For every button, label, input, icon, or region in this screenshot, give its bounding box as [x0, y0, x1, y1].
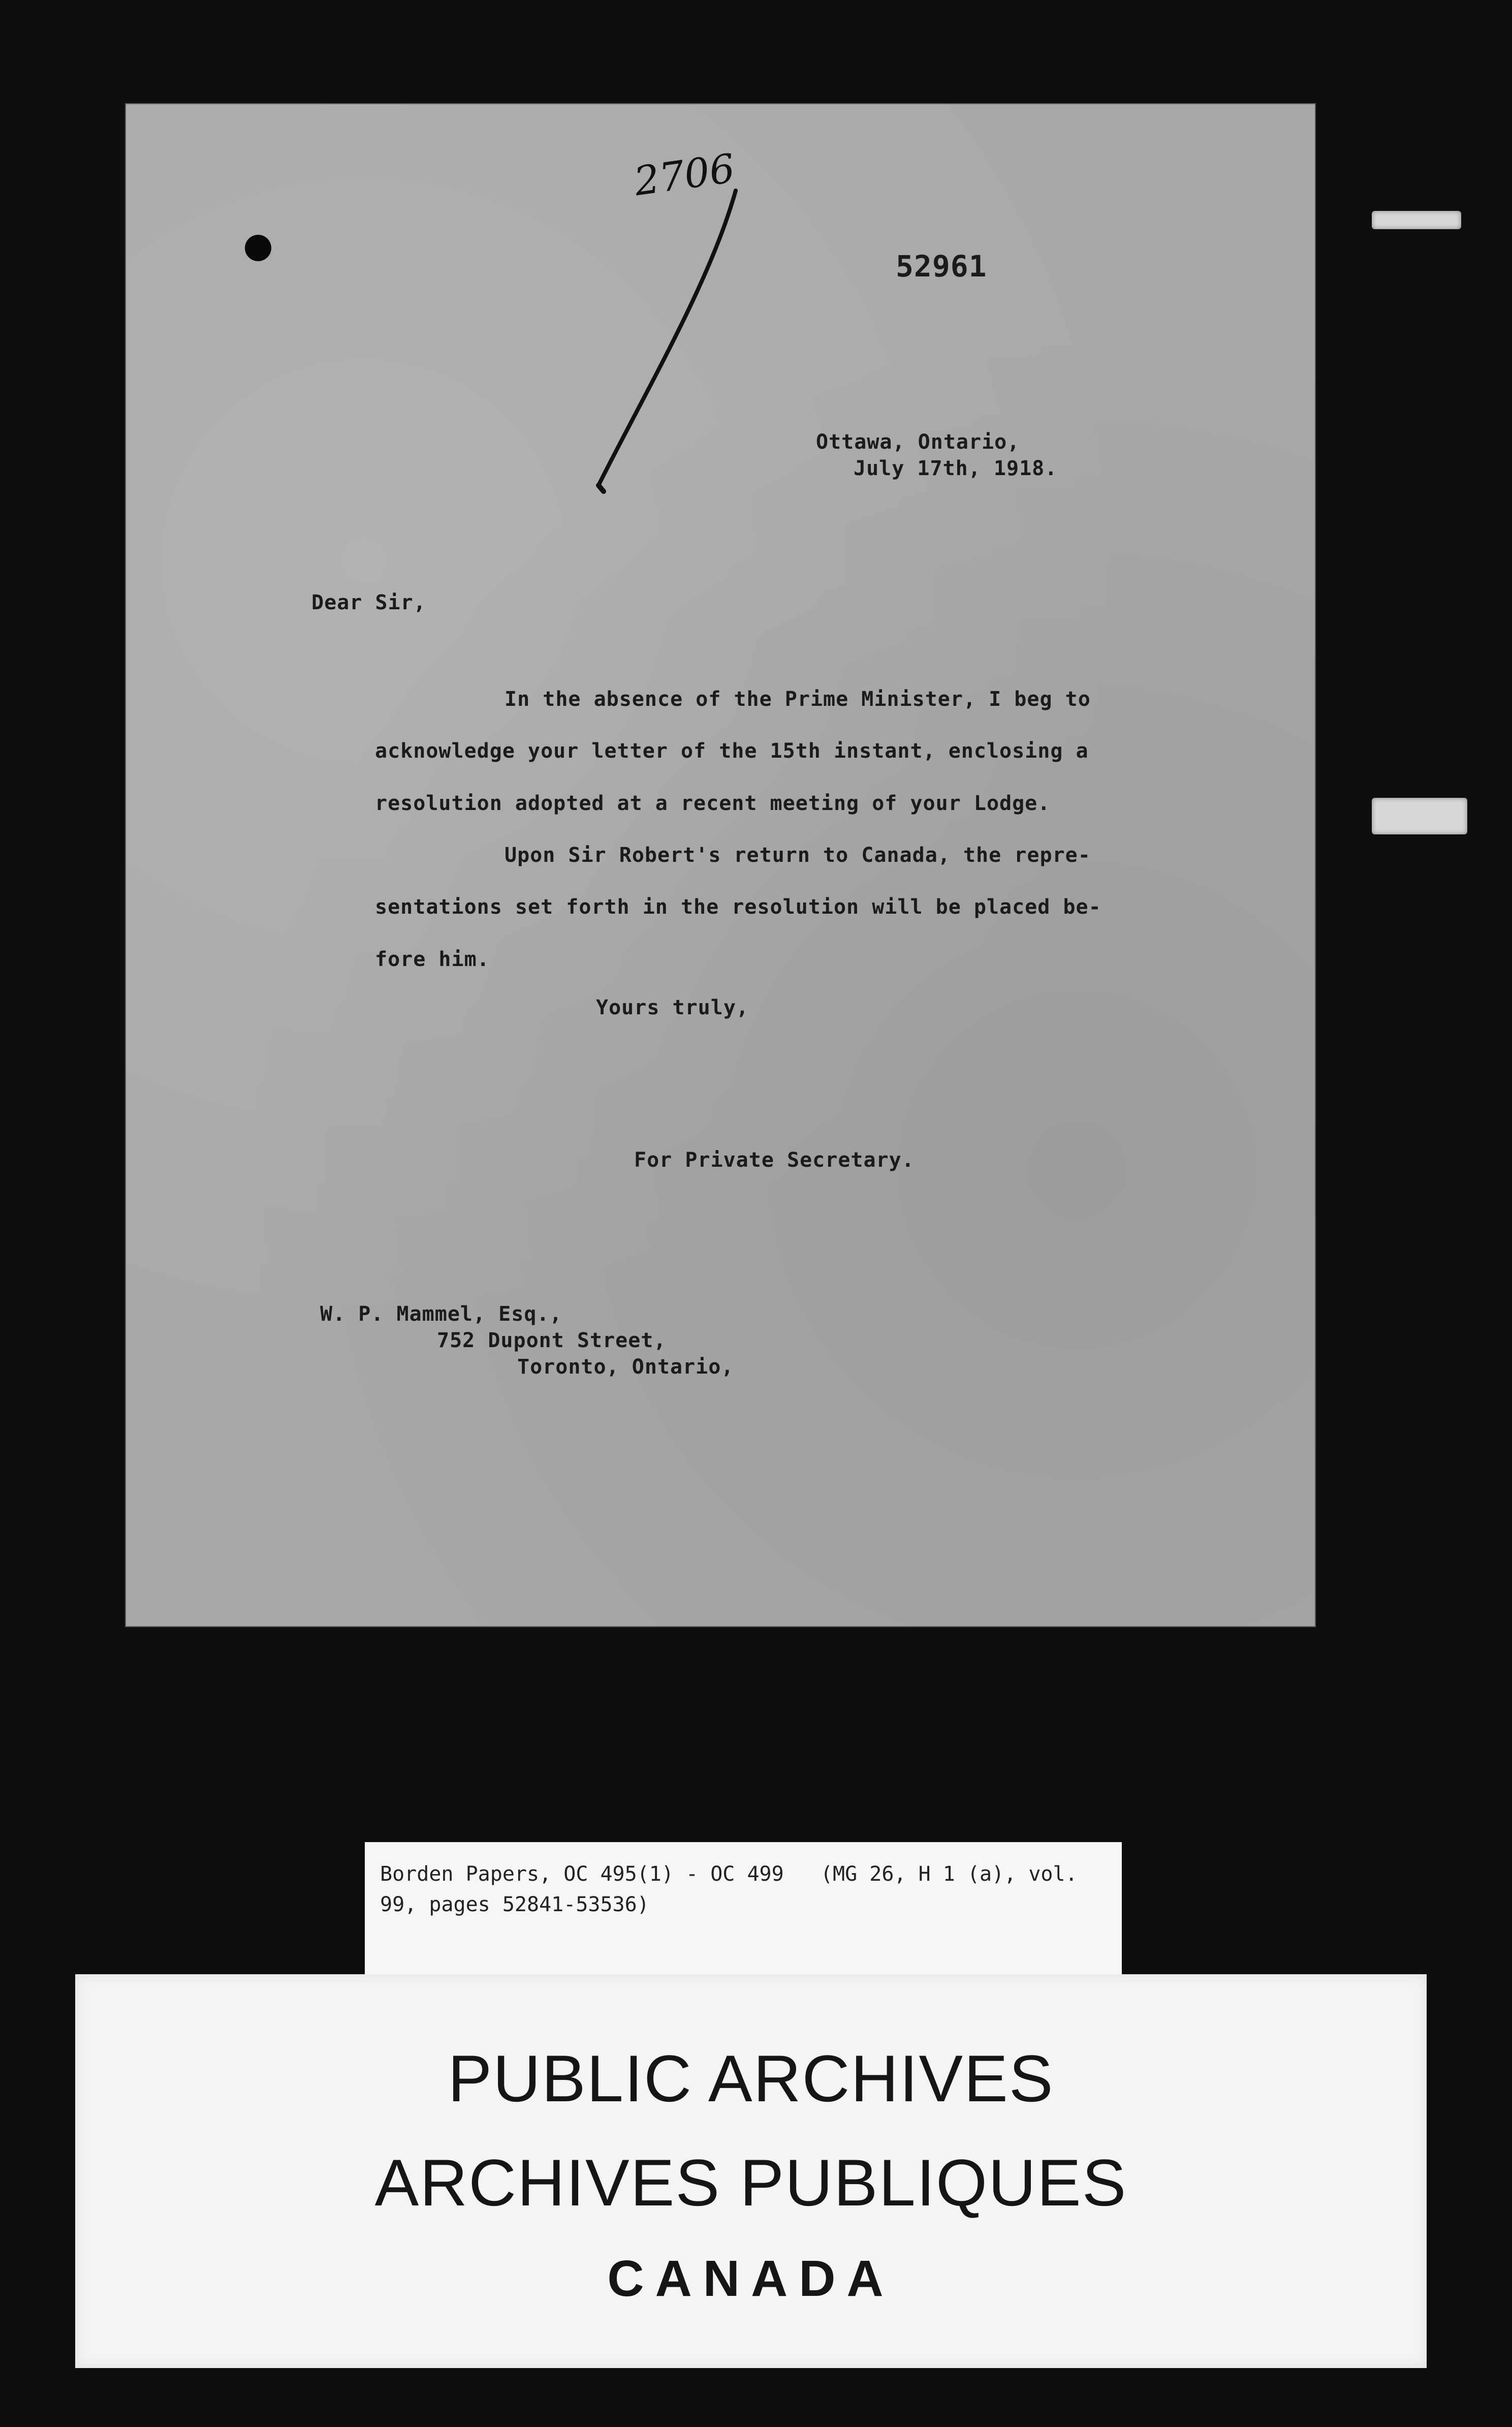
letter-sheet: [126, 104, 1315, 1626]
body-line-2: acknowledge your letter of the 15th instant, enclosing a: [375, 739, 1089, 763]
archive-banner-english: PUBLIC ARCHIVES: [448, 2041, 1054, 2115]
closing: Yours truly,: [596, 996, 749, 1019]
letter-date: July 17th, 1918.: [854, 457, 1058, 480]
body-line-5: sentations set forth in the resolution will be placed be-: [375, 895, 1101, 919]
letter-place: Ottawa, Ontario,: [816, 430, 1020, 454]
body-line-3: resolution adopted at a recent meeting of your Lodge.: [375, 792, 1051, 815]
handwritten-number: 2706: [631, 145, 738, 205]
archive-banner: [75, 1974, 1427, 2368]
collection-label-line-2: 99, pages 52841-53536): [380, 1893, 649, 1916]
collection-label: [365, 1842, 1122, 1974]
document-number: 52961: [896, 249, 987, 284]
recipient-street: 752 Dupont Street,: [437, 1329, 667, 1352]
body-line-4: Upon Sir Robert's return to Canada, the repre-: [505, 844, 1091, 867]
salutation: Dear Sir,: [311, 591, 426, 614]
archive-banner-country: CANADA: [607, 2250, 895, 2307]
recipient-name: W. P. Mammel, Esq.,: [320, 1302, 562, 1326]
recipient-city: Toronto, Ontario,: [517, 1355, 734, 1379]
collection-label-line-1: Borden Papers, OC 495(1) - OC 499 (MG 26, H 1 (a), vol.: [380, 1862, 1078, 1886]
archive-banner-french: ARCHIVES PUBLIQUES: [374, 2145, 1127, 2220]
signature-title: For Private Secretary.: [634, 1148, 915, 1172]
body-line-1: In the absence of the Prime Minister, I beg to: [505, 688, 1091, 711]
film-edge-marker-middle: [1372, 798, 1467, 834]
film-edge-marker-top: [1372, 211, 1461, 229]
punch-hole: [245, 235, 271, 261]
body-line-6: fore him.: [375, 948, 490, 971]
handwritten-stroke: [583, 180, 746, 526]
